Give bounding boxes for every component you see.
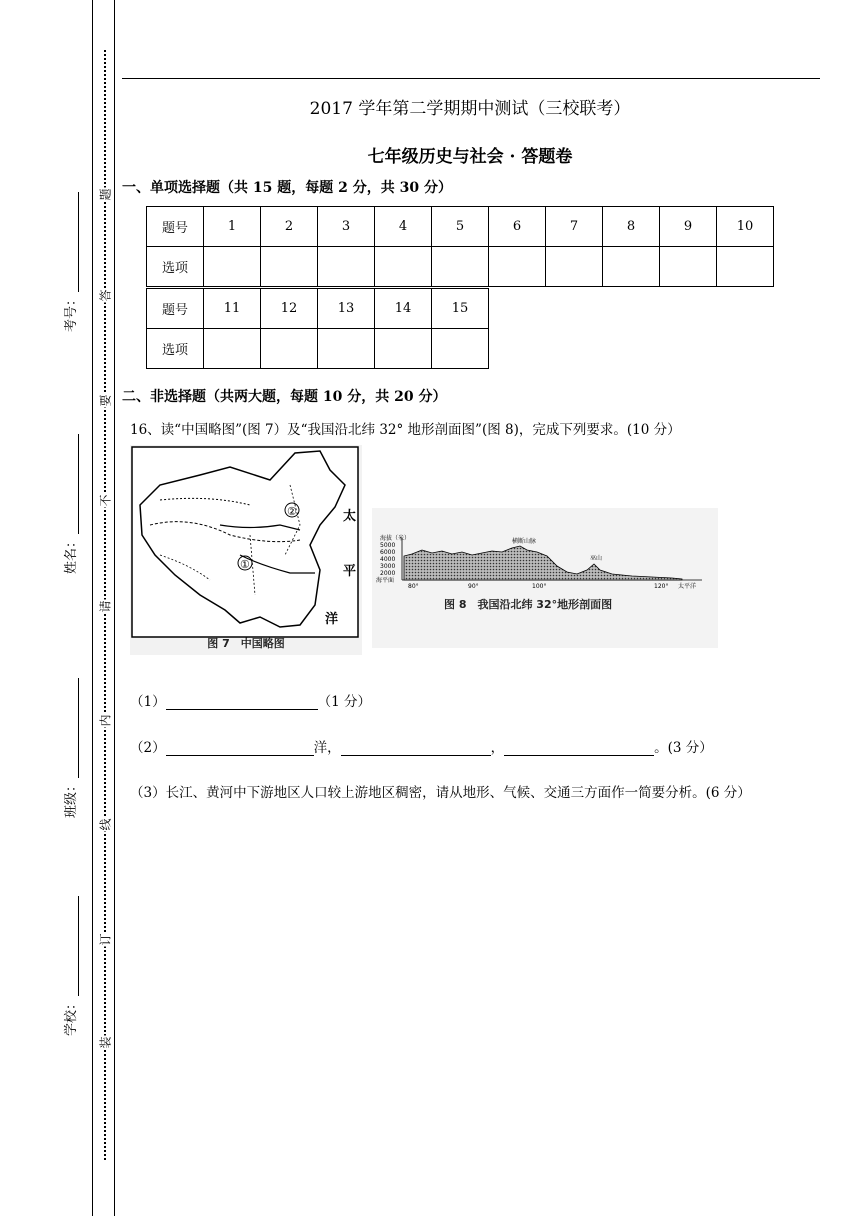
ocean-label: 太平洋: [678, 583, 697, 590]
student-field-line[interactable]: [78, 192, 79, 292]
answer-cell[interactable]: [261, 329, 318, 369]
row-label-number: 题号: [147, 207, 204, 247]
section2-heading: 二、非选择题（共两大题，每题 10 分，共 20 分）: [122, 389, 447, 405]
answer-cell[interactable]: [489, 247, 546, 287]
answer-blank-2a[interactable]: [166, 741, 314, 756]
question-number-cell: 13: [318, 289, 375, 329]
pacific-label-3: 洋: [325, 612, 339, 627]
sub-question-2: [130, 736, 713, 756]
answer-cell[interactable]: [318, 329, 375, 369]
sub1-suffix: （1 分）: [317, 694, 371, 710]
seal-char: 题: [98, 188, 113, 201]
student-field-label: 学校：: [64, 996, 79, 1036]
marker-1: ①: [240, 558, 250, 571]
question-number-cell: 1: [204, 207, 261, 247]
sub2-suffix: 。(3 分）: [654, 740, 713, 756]
pacific-label-1: 太: [343, 509, 357, 524]
seal-char: 线: [98, 818, 113, 831]
y-tick: 4000: [380, 556, 396, 563]
section1-heading: 一、单项选择题（共 15 题，每题 2 分，共 30 分）: [122, 180, 452, 196]
sub2-prefix: （2）: [130, 740, 166, 756]
student-field-line[interactable]: [78, 678, 79, 778]
x-tick: 90°: [468, 583, 479, 590]
row-label-answer: 选项: [147, 247, 204, 287]
seal-char: 要: [98, 394, 113, 407]
y-unit-label: 海拔（米）: [380, 535, 411, 542]
y-tick: 5000: [380, 542, 396, 549]
seal-char: 装: [98, 1036, 113, 1049]
answer-cell[interactable]: [603, 247, 660, 287]
answer-cell[interactable]: [261, 247, 318, 287]
student-field-line[interactable]: [78, 434, 79, 534]
question-number-cell: 12: [261, 289, 318, 329]
answer-cell[interactable]: [432, 247, 489, 287]
figure-8: [372, 508, 718, 648]
margin-outer-line: [92, 0, 93, 1216]
sub2-mid1: 洋，: [313, 740, 341, 756]
question-number-cell: 6: [489, 207, 546, 247]
question-number-cell: 15: [432, 289, 489, 329]
question-number-cell: 3: [318, 207, 375, 247]
seal-char: 内: [98, 714, 113, 727]
student-field-label: 姓名：: [64, 534, 79, 574]
answer-cell[interactable]: [375, 329, 432, 369]
question-number-cell: 8: [603, 207, 660, 247]
question-number-cell: 9: [660, 207, 717, 247]
y-tick: 2000: [380, 570, 396, 577]
answer-blank-2c[interactable]: [504, 741, 654, 756]
china-map: [130, 445, 362, 655]
student-field-label: 考号：: [64, 292, 79, 332]
answer-cell[interactable]: [375, 247, 432, 287]
answer-cell[interactable]: [432, 329, 489, 369]
figure-7-caption: 图 7 中国略图: [207, 637, 285, 650]
marker-2: ②: [287, 505, 297, 518]
page-title: 2017 学年第二学期期中测试（三校联考）: [309, 99, 631, 119]
answer-table-2: [146, 288, 489, 369]
student-field-label: 班级：: [64, 778, 79, 818]
answer-cell[interactable]: [204, 329, 261, 369]
y-tick: 6000: [380, 549, 396, 556]
seal-char: 不: [98, 494, 113, 507]
question-number-cell: 14: [375, 289, 432, 329]
x-tick: 100°: [532, 583, 547, 590]
row-label-answer: 选项: [147, 329, 204, 369]
answer-cell[interactable]: [318, 247, 375, 287]
sub-question-1: [130, 690, 371, 710]
pacific-label-2: 平: [343, 564, 357, 579]
figure-7: [130, 445, 362, 655]
question-number-cell: 5: [432, 207, 489, 247]
page-subtitle: 七年级历史与社会 · 答题卷: [367, 147, 573, 167]
y-tick: 3000: [380, 563, 396, 570]
seal-char: 订: [98, 933, 113, 946]
header-rule: [122, 78, 820, 79]
peak-label: 横断山脉: [512, 538, 537, 545]
seal-char: 请: [98, 600, 113, 613]
question-number-cell: 2: [261, 207, 318, 247]
x-tick: 80°: [408, 583, 419, 590]
margin-inner-line: [114, 0, 115, 1216]
hill-label: 巫山: [590, 555, 603, 562]
sea-level-label: 海平面: [376, 577, 395, 584]
question-number-cell: 7: [546, 207, 603, 247]
row-label-number: 题号: [147, 289, 204, 329]
x-tick: 120°: [654, 583, 669, 590]
answer-cell[interactable]: [546, 247, 603, 287]
question-number-cell: 4: [375, 207, 432, 247]
question-number-cell: 10: [717, 207, 774, 247]
answer-blank-1[interactable]: [166, 695, 318, 710]
sub-question-3: （3）长江、黄河中下游地区人口较上游地区稠密，请从地形、气候、交通三方面作一简要分析。(6 分）: [130, 785, 751, 801]
sub2-mid2: ，: [490, 740, 505, 756]
question-16: 16、读“中国略图”(图 7）及“我国沿北纬 32° 地形剖面图”(图 8)，完成下列要求。(10 分）: [130, 422, 681, 438]
answer-cell[interactable]: [717, 247, 774, 287]
sub1-prefix: （1）: [130, 694, 166, 710]
answer-table-1: [146, 206, 774, 287]
figure-8-caption: 图 8 我国沿北纬 32°地形剖面图: [444, 598, 613, 611]
seal-char: 答: [98, 289, 113, 302]
answer-cell[interactable]: [660, 247, 717, 287]
answer-blank-2b[interactable]: [341, 741, 491, 756]
terrain-profile: [372, 508, 718, 598]
student-field-line[interactable]: [78, 896, 79, 996]
answer-cell[interactable]: [204, 247, 261, 287]
question-number-cell: 11: [204, 289, 261, 329]
